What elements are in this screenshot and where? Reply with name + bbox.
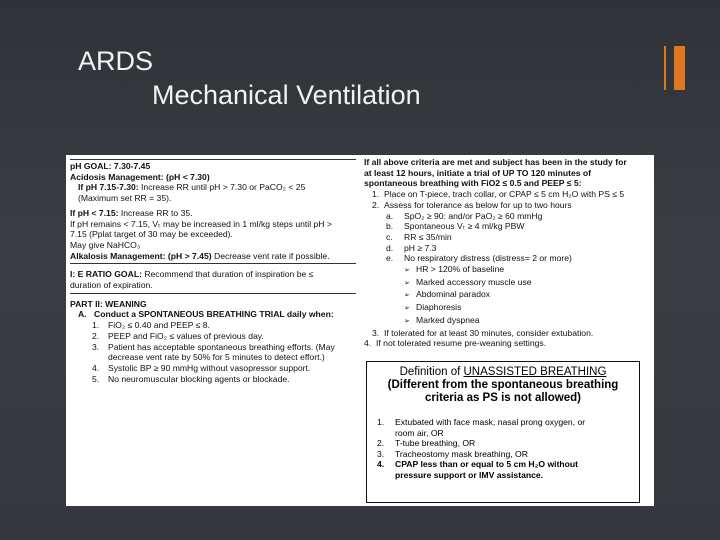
ph-715-max: (Maximum set RR = 35).	[78, 193, 172, 204]
criterion-text: Spontaneous Vₜ ≥ 4 ml/kg PBW	[404, 221, 525, 232]
left-column	[70, 157, 356, 384]
distress-text: Diaphoresis	[416, 302, 462, 313]
box-heading-prefix: Definition of	[399, 366, 464, 378]
criterion-text: RR ≤ 35/min	[404, 231, 452, 242]
item-text: room air, OR	[395, 427, 444, 438]
box-heading-line-1	[367, 366, 639, 379]
distress-item	[364, 289, 652, 302]
step-text: If tolerated for at least 30 minutes, consider extubation.	[384, 327, 594, 338]
ph-715-label: If pH 7.15-7.30:	[78, 182, 139, 193]
alkalosis-text: Decrease vent rate if possible.	[211, 250, 330, 261]
ph-goal: pH GOAL: 7.30-7.45	[70, 161, 151, 171]
arrow-bullet-icon: ➢	[404, 267, 410, 275]
protocol-document-image	[66, 155, 654, 506]
sbt-item-4	[70, 363, 356, 374]
criterion-text: pH ≥ 7.3	[404, 242, 437, 253]
sbt-item-1	[70, 320, 356, 331]
ph-lt-pplat: 7.15 (Pplat target of 30 may be exceeded).	[70, 229, 233, 240]
criterion-c	[364, 232, 652, 243]
ie-rule	[70, 263, 356, 264]
intro-line-2: at least 12 hours, initiate a trial of UP TO 120 minutes of	[364, 167, 592, 178]
item-number: 5.	[92, 373, 100, 384]
ph-lt-text: Increase RR to 35.	[118, 207, 193, 218]
criterion-b	[364, 221, 652, 232]
step-number: 1.	[372, 189, 380, 200]
item-number: 4.	[377, 459, 385, 470]
box-item-4	[377, 459, 639, 470]
top-rule	[70, 159, 356, 160]
ph-lt-line	[70, 208, 356, 219]
box-heading-line-2: (Different from the spontaneous breathing	[387, 379, 619, 391]
distress-text: Marked accessory muscle use	[416, 276, 532, 287]
item-text: CPAP less than or equal to 5 cm H₂O without	[395, 459, 579, 470]
criterion-letter: e.	[386, 253, 394, 264]
distress-text: Abdominal paradox	[416, 289, 491, 300]
item-text: T-tube breathing, OR	[395, 438, 476, 449]
item-number: 3.	[377, 448, 385, 459]
alkalosis-label: Alkalosis Management: (pH > 7.45)	[70, 250, 212, 261]
accent-bar-thick	[674, 46, 685, 90]
item-text: Patient has acceptable spontaneous breathing efforts. (May	[108, 341, 335, 352]
distress-text: HR > 120% of baseline	[416, 264, 505, 275]
ie-line	[70, 269, 356, 280]
slide-title	[78, 44, 421, 112]
step-4	[364, 338, 652, 349]
intro-line-1: If all above criteria are met and subject has been in the study for	[364, 157, 627, 167]
distress-item	[364, 302, 652, 315]
box-item-4-cont	[377, 470, 639, 481]
box-item-3	[377, 449, 639, 460]
box-heading	[367, 366, 639, 405]
ph-lt-step: If pH remains < 7.15, Vₜ may be increased in 1 ml/kg steps until pH >	[70, 218, 332, 229]
item-text: PEEP and FiO₂ ≤ values of previous day.	[108, 330, 264, 341]
ph-lt-nahco3: May give NaHCO₃	[70, 239, 141, 250]
sbt-heading	[70, 309, 356, 320]
item-number: 1.	[92, 320, 100, 331]
item-text: FiO₂ ≤ 0.40 and PEEP ≤ 8.	[108, 320, 210, 331]
box-item-2	[377, 438, 639, 449]
ph-715-text: Increase RR until pH > 7.30 or PaCO₂ < 25	[138, 182, 306, 193]
item-number: 2.	[92, 330, 100, 341]
arrow-bullet-icon: ➢	[404, 317, 410, 325]
item-text: Systolic BP ≥ 90 mmHg without vasopressor support.	[108, 362, 311, 373]
arrow-bullet-icon: ➢	[404, 279, 410, 287]
arrow-bullet-icon: ➢	[404, 305, 410, 313]
step-number: 4.	[364, 338, 372, 349]
criterion-e	[364, 253, 652, 264]
step-number: 3.	[372, 327, 380, 338]
acidosis-heading: Acidosis Management: (pH < 7.30)	[70, 171, 210, 182]
sbt-text: Conduct a SPONTANEOUS BREATHING TRIAL daily when:	[94, 309, 334, 320]
distress-item	[364, 315, 652, 328]
sbt-item-2	[70, 331, 356, 342]
part2-heading: PART II: WEANING	[70, 298, 147, 309]
distress-item	[364, 277, 652, 290]
box-item-1-cont	[377, 428, 639, 439]
item-number: 1.	[377, 417, 385, 427]
criterion-letter: a.	[386, 210, 394, 221]
title-line-1: ARDS	[78, 46, 154, 76]
item-number: 4.	[92, 362, 100, 373]
criterion-letter: c.	[386, 231, 393, 242]
criterion-text: No respiratory distress (distress= 2 or more)	[404, 253, 572, 264]
title-line-2: Mechanical Ventilation	[152, 80, 421, 110]
ph-715-line	[70, 182, 356, 193]
step-1	[364, 189, 652, 200]
ie-text: Recommend that duration of inspiration be ≤	[141, 269, 314, 280]
step-number: 2.	[372, 199, 380, 210]
distress-item	[364, 264, 652, 277]
item-text: Tracheostomy mask breathing, OR	[395, 448, 528, 459]
sbt-letter: A.	[78, 309, 87, 320]
box-item-1	[377, 417, 639, 428]
item-text: pressure support or IMV assistance.	[395, 469, 544, 480]
box-heading-underlined: UNASSISTED BREATHING	[463, 366, 607, 378]
criterion-text: SpO₂ ≥ 90: and/or PaO₂ ≥ 60 mmHg	[404, 210, 543, 221]
step-text: Assess for tolerance as below for up to two hours	[384, 199, 572, 210]
box-list	[367, 417, 639, 481]
step-text: Place on T-piece, trach collar, or CPAP ≤ 5 cm H₂O with PS ≤ 5	[384, 189, 625, 200]
part2-rule	[70, 293, 356, 294]
step-2	[364, 200, 652, 211]
criterion-a	[364, 211, 652, 222]
right-column	[364, 157, 652, 349]
item-number: 3.	[92, 341, 100, 352]
sbt-item-3-cont	[70, 352, 356, 363]
criterion-d	[364, 243, 652, 254]
item-text: No neuromuscular blocking agents or blockade.	[108, 373, 290, 384]
intro-line-3: spontaneous breathing with FiO2 ≤ 0.5 and PEEP ≤ 5:	[364, 178, 582, 189]
alkalosis-line	[70, 251, 356, 262]
item-text: decrease vent rate by 50% for 5 minutes to detect effort.)	[108, 352, 325, 363]
item-number: 2.	[377, 438, 385, 449]
ie-line-2: duration of expiration.	[70, 280, 153, 291]
item-text: Extubated with face mask, nasal prong oxygen, or	[395, 417, 586, 427]
step-text: If not tolerated resume pre-weaning settings.	[376, 338, 547, 349]
box-heading-line-3: criteria as PS is not allowed)	[425, 392, 581, 404]
arrow-bullet-icon: ➢	[404, 292, 410, 300]
criterion-letter: b.	[386, 221, 394, 232]
unassisted-breathing-box	[366, 361, 640, 503]
criterion-letter: d.	[386, 242, 394, 253]
accent-bar-thin	[664, 46, 666, 90]
sbt-item-3	[70, 342, 356, 353]
ph-lt-label: If pH < 7.15:	[70, 207, 119, 218]
step-3	[364, 328, 652, 339]
distress-text: Marked dyspnea	[416, 314, 480, 325]
ie-label: I: E RATIO GOAL:	[70, 269, 142, 280]
sbt-item-5	[70, 374, 356, 385]
